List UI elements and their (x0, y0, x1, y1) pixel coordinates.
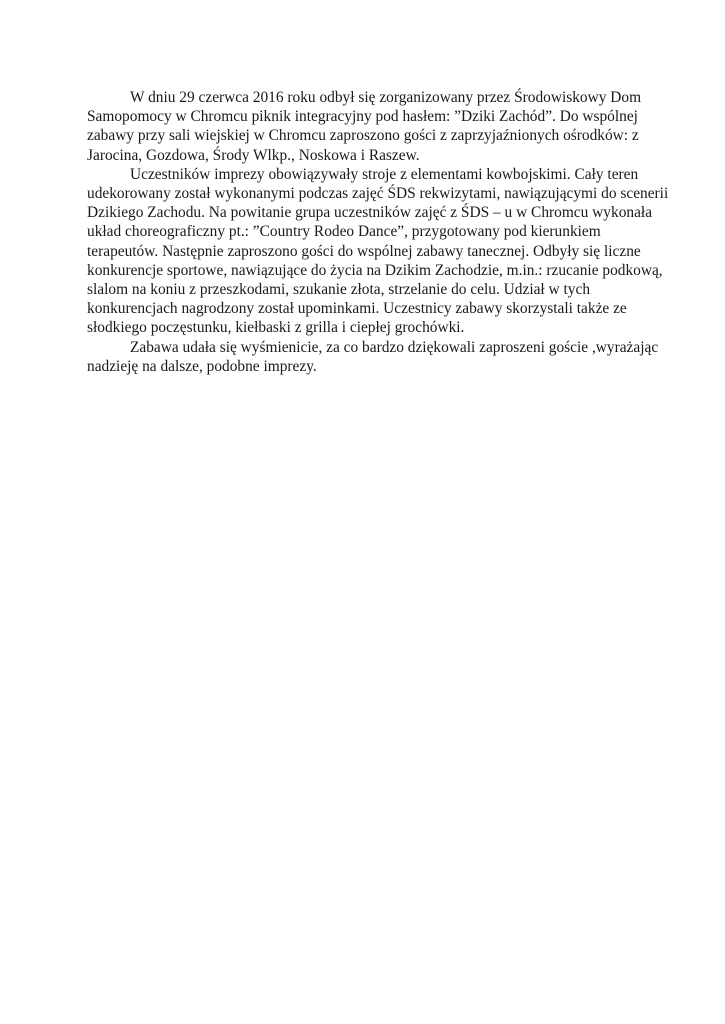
text-line: Samopomocy w Chromcu piknik integracyjny pod hasłem: ”Dziki Zachód”. Do wspólnej (87, 108, 638, 126)
text-line: Uczestników imprezy obowiązywały stroje z elementami kowbojskimi. Cały teren (130, 165, 639, 183)
text-line: udekorowany został wykonanymi podczas zajęć ŚDS rekwizytami, nawiązującymi do scenerii (87, 185, 669, 203)
paragraph-1 (87, 88, 643, 165)
text-line: Dzikiego Zachodu. Na powitanie grupa uczestników zajęć z ŚDS – u w Chromcu wykonała (87, 204, 653, 222)
text-line: nadzieję na dalsze, podobne imprezy. (87, 357, 317, 375)
text-line: terapeutów. Następnie zaproszono gości do wspólnej zabawy tanecznej. Odbyły się liczne (87, 242, 641, 260)
text-line: Jarocina, Gozdowa, Środy Wlkp., Noskowa i Raszew. (87, 146, 420, 164)
text-line: zabawy przy sali wiejskiej w Chromcu zaproszono gości z zaprzyjaźnionych ośrodków: z (87, 127, 639, 145)
text-line: W dniu 29 czerwca 2016 roku odbył się zorganizowany przez Środowiskowy Dom (130, 89, 642, 106)
text-line: układ choreograficzny pt.: ”Country Rodeo Dance”, przygotowany pod kierunkiem (87, 223, 601, 241)
document-body (87, 88, 669, 376)
paragraph-3 (87, 338, 659, 376)
paragraph-2 (87, 165, 669, 338)
text-line: słodkiego poczęstunku, kiełbaski z grilla i ciepłej grochówki. (87, 319, 465, 337)
text-line: Zabawa udała się wyśmienicie, za co bardzo dziękowali zaproszeni goście ,wyrażając (130, 338, 659, 356)
text-line: konkurencjach nagrodzony został upominkami. Uczestnicy zabawy skorzystali także ze (87, 300, 627, 318)
text-line: slalom na koniu z przeszkodami, szukanie złota, strzelanie do celu. Udział w tych (87, 281, 591, 299)
text-line: konkurencje sportowe, nawiązujące do życia na Dzikim Zachodzie, m.in.: rzucanie podkową, (87, 261, 663, 279)
